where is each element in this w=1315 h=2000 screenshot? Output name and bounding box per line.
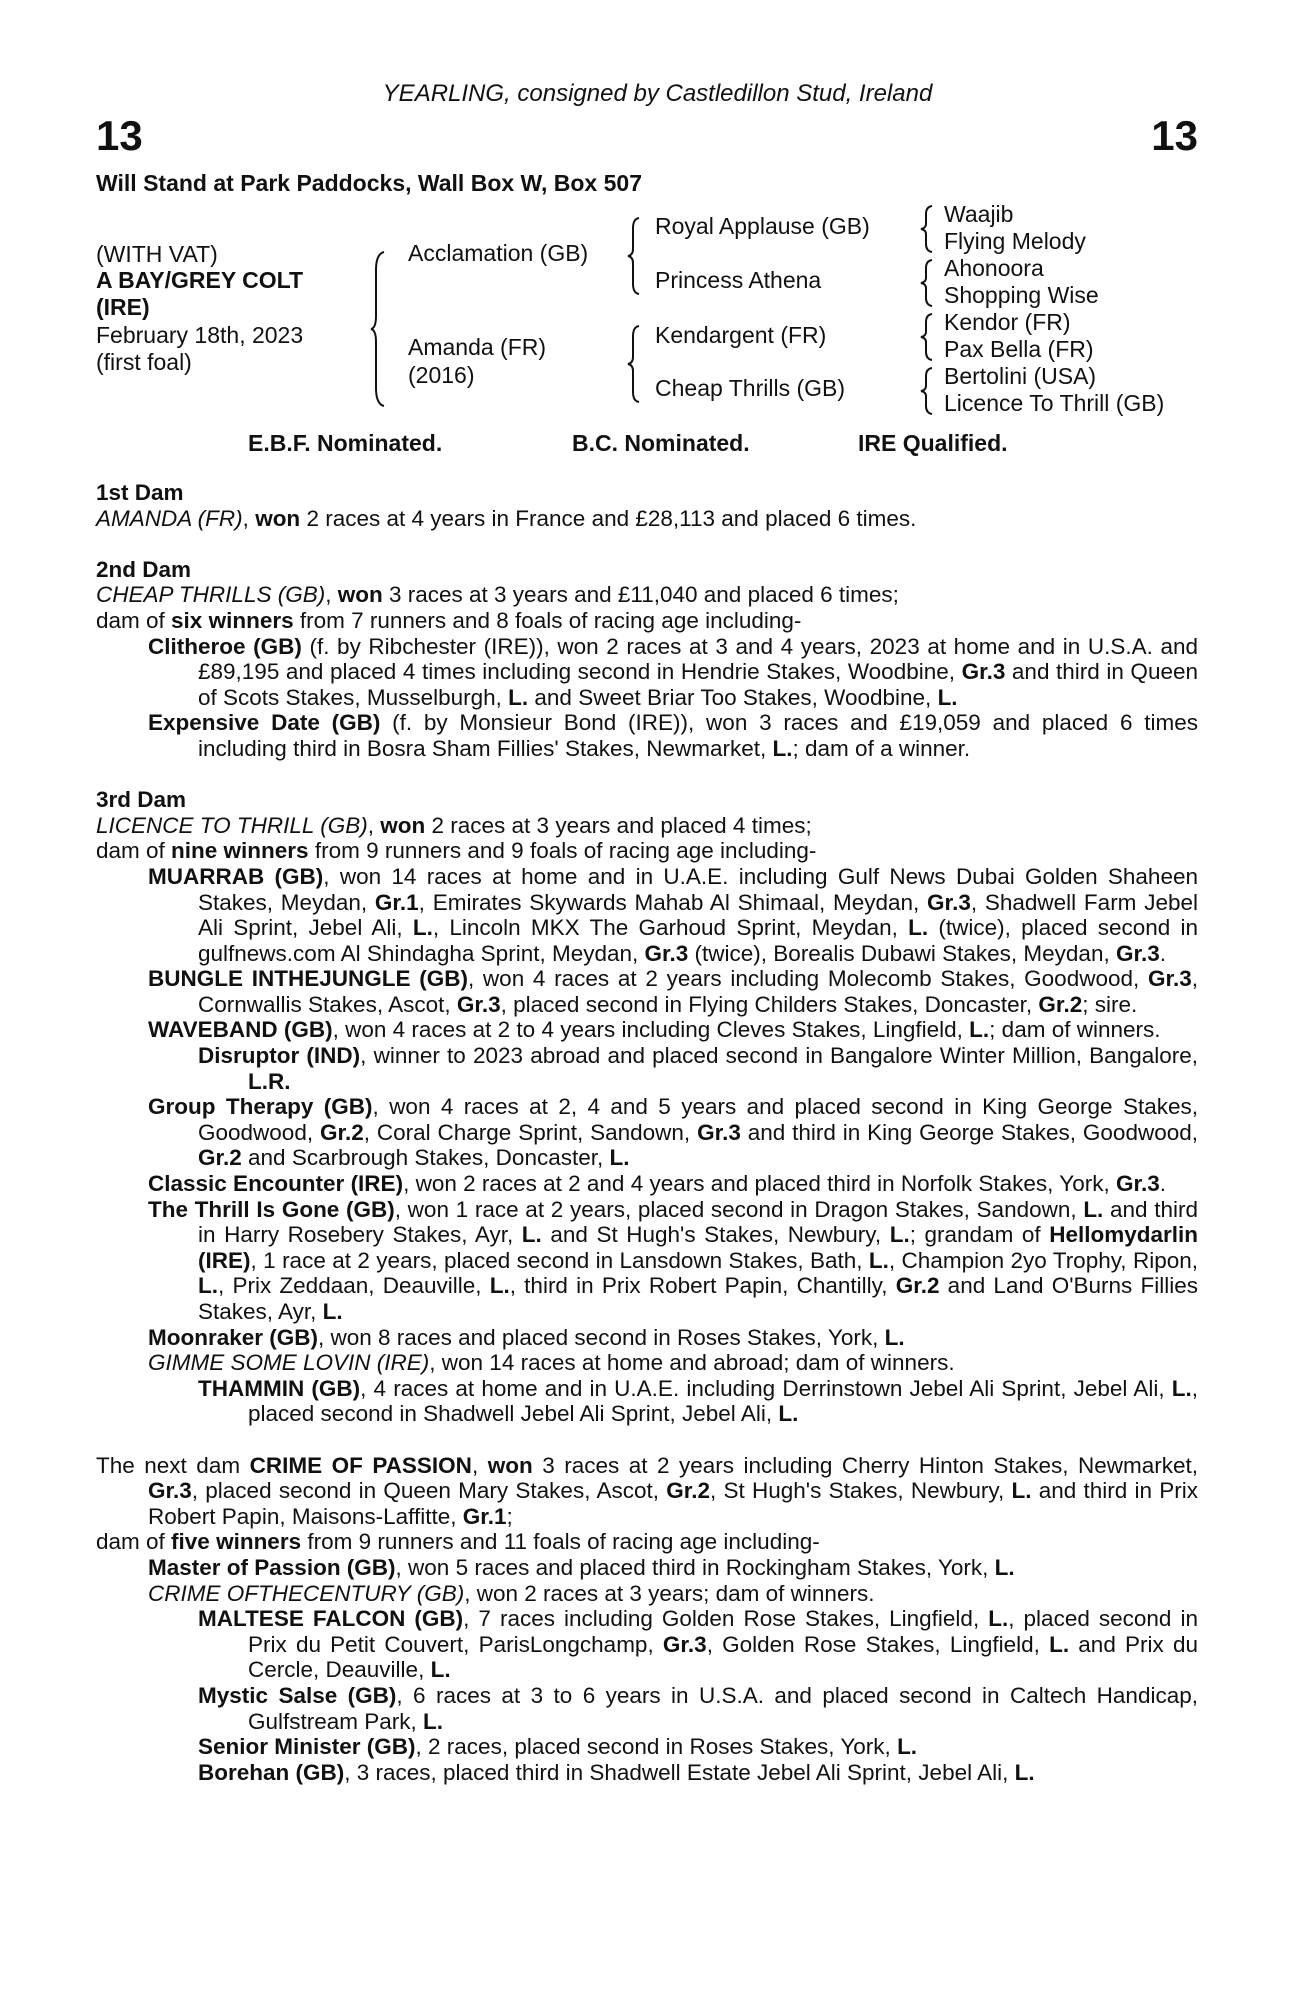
- text: from 9 runners and 9 foals of racing age including-: [308, 838, 817, 864]
- text: ;: [506, 1503, 513, 1529]
- section-heading: 3rd Dam: [96, 787, 187, 813]
- bold-text: L.: [322, 1299, 343, 1324]
- text: dam of: [96, 607, 172, 633]
- text: dam of: [96, 1529, 172, 1555]
- text: 3 races at 2 years including Cherry Hinton Stakes, Newmarket,: [532, 1452, 1198, 1478]
- text: , placed second in Queen Mary Stakes, Ascot,: [191, 1478, 667, 1504]
- text: , Golden Rose Stakes, Lingfield,: [706, 1631, 1050, 1657]
- bold-text: L.: [988, 1606, 1009, 1632]
- bold-text: L.: [1011, 1478, 1032, 1504]
- bold-text: Gr.3: [961, 659, 1006, 685]
- produce-entry: [96, 1325, 1198, 1351]
- text: dam of: [96, 838, 172, 864]
- italic-text: AMANDA (FR): [96, 505, 243, 531]
- bold-text: Gr.1: [462, 1503, 507, 1529]
- bold-text: CRIME OF PASSION: [249, 1452, 472, 1478]
- bold-text: Master of Passion (GB): [148, 1554, 396, 1580]
- bold-text: L.: [609, 1145, 630, 1171]
- bold-text: Expensive Date (GB): [148, 710, 381, 736]
- dam-summary-line: [96, 506, 1198, 532]
- bold-text: L.: [412, 915, 433, 941]
- text: (f. by Monsieur Bond (IRE)), won 3 races and £19,059 and placed 6 times including third in Bosra Sham Fillies' Stakes, Newmarket,: [198, 710, 1198, 761]
- bold-text: won: [487, 1452, 533, 1478]
- bold-text: Clitheroe (GB): [148, 633, 302, 659]
- text: , 3 races, placed third in Shadwell Estate Jebel Ali Sprint, Jebel Ali,: [344, 1759, 1015, 1785]
- text: , won 4 races at 2 years including Molecomb Stakes, Goodwood,: [467, 966, 1148, 992]
- bold-text: won: [380, 812, 426, 838]
- text: , won 5 races and placed third in Rockingham Stakes, York,: [395, 1554, 995, 1580]
- great-grandparent: Kendor (FR): [944, 309, 1071, 335]
- text: , third in Prix Robert Papin, Chantilly,: [509, 1273, 896, 1299]
- sire: Acclamation (GB): [408, 240, 589, 266]
- text: and third in Harry Rosebery Stakes, Ayr,: [198, 1196, 1198, 1248]
- text: and third in Prix Robert Papin, Maisons-Laffitte,: [148, 1478, 1198, 1529]
- text: , won 8 races and placed second in Roses Stakes, York,: [318, 1324, 885, 1350]
- bold-text: L.: [508, 684, 529, 710]
- text: and third in King George Stakes, Goodwood,: [740, 1119, 1198, 1145]
- bold-text: six winners: [171, 607, 294, 633]
- produce-entry: [96, 1683, 1198, 1734]
- text: , Champion 2yo Trophy, Ripon,: [888, 1247, 1198, 1273]
- nomination-bc: B.C. Nominated.: [572, 430, 750, 456]
- bold-text: L.: [937, 684, 958, 710]
- bold-text: L.: [1083, 1196, 1104, 1222]
- produce-entry: [96, 1555, 1198, 1581]
- bold-text: Gr.2: [198, 1145, 242, 1171]
- section-heading: 1st Dam: [96, 480, 184, 505]
- bold-text: WAVEBAND (GB): [148, 1017, 333, 1043]
- dam-summary-line: [96, 1529, 1198, 1555]
- great-grandparent: Licence To Thrill (GB): [944, 390, 1165, 416]
- text: and Land O'Burns Fillies Stakes, Ayr,: [198, 1273, 1198, 1324]
- text: , Emirates Skywards Mahab Al Shimaal, Meydan,: [418, 889, 928, 915]
- produce-entry: [96, 1197, 1198, 1325]
- bold-text: L.: [1014, 1759, 1035, 1785]
- text: , won 14 races at home and in U.A.E. including Gulf News Dubai Golden Shaheen Stakes, Meydan,: [198, 863, 1198, 915]
- bold-text: nine winners: [171, 838, 309, 864]
- produce-entry: [96, 1376, 1198, 1427]
- horse-country: (IRE): [96, 294, 150, 320]
- text: 2 races at 3 years and placed 4 times;: [425, 812, 812, 838]
- great-grandparent: Waajib: [944, 201, 1014, 227]
- bold-text: L.: [969, 1017, 990, 1043]
- brace-icon: [370, 250, 386, 408]
- produce-entry: [96, 1094, 1198, 1171]
- text: , placed second in Shadwell Jebel Ali Sprint, Jebel Ali,: [248, 1375, 1199, 1427]
- text: , Cornwallis Stakes, Ascot,: [198, 966, 1199, 1017]
- text: and St Hugh's Stakes, Newbury,: [541, 1222, 890, 1248]
- produce-entry: [96, 1171, 1198, 1197]
- text: 2 races at 4 years in France and £28,113 and placed 6 times.: [300, 505, 917, 531]
- text: , 4 races at home and in U.A.E. including Derrinstown Jebel Ali Sprint, Jebel Ali,: [360, 1375, 1172, 1401]
- dam: Amanda (FR): [408, 334, 547, 360]
- text: ,: [471, 1452, 488, 1478]
- bold-text: L.: [198, 1273, 218, 1299]
- dam-section: [96, 480, 1198, 531]
- horse-description: A BAY/GREY COLT: [96, 267, 304, 293]
- bold-text: Gr.3: [1115, 1171, 1160, 1197]
- bold-text: L.: [521, 1222, 542, 1248]
- produce-entry: [96, 1581, 1198, 1607]
- bold-text: MALTESE FALCON (GB): [198, 1606, 464, 1632]
- text: , won 2 races at 2 and 4 years and placed third in Norfolk Stakes, York,: [403, 1171, 1116, 1197]
- bold-text: won: [255, 505, 301, 531]
- text: , 6 races at 3 to 6 years in U.S.A. and placed second in Caltech Handicap, Gulfstream Park,: [248, 1682, 1198, 1734]
- bold-text: Gr.3: [644, 940, 689, 966]
- qualification-ire: IRE Qualified.: [858, 430, 1008, 456]
- bold-text: L.: [868, 1247, 889, 1273]
- dam-section: [96, 557, 1198, 762]
- text: ,: [367, 812, 381, 838]
- bold-text: Gr.2: [319, 1119, 364, 1145]
- produce-entry: [96, 1760, 1198, 1786]
- bold-text: Gr.2: [895, 1273, 940, 1299]
- dam-summary-line: [96, 838, 1198, 864]
- bold-text: Gr.3: [456, 991, 501, 1017]
- bold-text: won: [337, 582, 383, 608]
- produce-entry: [96, 1734, 1198, 1760]
- brace-icon: [627, 216, 641, 296]
- bold-text: L.: [772, 735, 793, 761]
- text: ,: [242, 505, 256, 531]
- text: ; dam of winners.: [989, 1017, 1161, 1043]
- dam-summary-line: [96, 582, 1198, 608]
- text: ; sire.: [1082, 991, 1138, 1017]
- text: , Prix Zeddaan, Deauville,: [218, 1273, 490, 1299]
- brace-icon: [920, 258, 934, 308]
- bold-text: L.: [994, 1554, 1015, 1580]
- grandparent: Royal Applause (GB): [655, 213, 870, 239]
- text: The next dam: [96, 1452, 250, 1478]
- text: (f. by Ribchester (IRE)), won 2 races at 3 and 4 years, 2023 at home and in U.S.A. and £89,195 and placed 4 times including second in Hendrie Stakes, Woodbine,: [198, 633, 1198, 685]
- bold-text: L.: [1049, 1631, 1070, 1657]
- bold-text: Gr.3: [148, 1478, 192, 1504]
- brace-icon: [920, 366, 934, 416]
- text: , won 4 races at 2 to 4 years including Cleves Stakes, Lingfield,: [332, 1017, 970, 1043]
- dam-section: [96, 1453, 1198, 1786]
- bold-text: L.: [489, 1273, 510, 1299]
- bold-text: Gr.3: [697, 1119, 741, 1145]
- text: , won 2 races at 3 years; dam of winners.: [464, 1580, 875, 1606]
- great-grandparent: Shopping Wise: [944, 282, 1099, 308]
- brace-icon: [627, 324, 641, 404]
- text: (twice), placed second in gulfnews.com Al Shindagha Sprint, Meydan,: [198, 915, 1199, 966]
- bold-text: L.: [889, 1222, 910, 1248]
- bold-text: Classic Encounter (IRE): [148, 1171, 404, 1197]
- text: , placed second in Prix du Petit Couvert, ParisLongchamp,: [248, 1606, 1198, 1657]
- section-heading: 2nd Dam: [96, 556, 192, 582]
- dam-year: (2016): [408, 362, 475, 388]
- italic-text: CRIME OFTHECENTURY (GB): [148, 1580, 465, 1606]
- grandparent: Kendargent (FR): [655, 322, 827, 348]
- text: , Shadwell Farm Jebel Ali Sprint, Jebel Ali,: [198, 889, 1198, 941]
- italic-text: CHEAP THRILLS (GB): [96, 582, 326, 608]
- text: , 1 race at 2 years, placed second in Lansdown Stakes, Bath,: [250, 1247, 869, 1273]
- bold-text: The Thrill Is Gone (GB): [148, 1196, 395, 1222]
- bold-text: L.: [884, 1324, 905, 1350]
- next-dam-paragraph: [96, 1453, 1198, 1530]
- text: 3 races at 3 years and £11,040 and placed 6 times;: [382, 582, 899, 608]
- foal-note: (first foal): [96, 349, 192, 375]
- bold-text: Gr.2: [1038, 991, 1083, 1017]
- great-grandparent: Ahonoora: [944, 255, 1044, 281]
- bold-text: L.: [897, 1734, 918, 1760]
- bold-text: L.: [423, 1708, 444, 1734]
- bold-text: Gr.3: [1147, 966, 1192, 992]
- produce-entry: [96, 1043, 1198, 1094]
- dam-summary-line: [96, 608, 1198, 634]
- text: , 7 races including Golden Rose Stakes, Lingfield,: [463, 1606, 989, 1632]
- text: ,: [325, 582, 338, 608]
- great-grandparent: Flying Melody: [944, 228, 1086, 254]
- text: and Prix du Cercle, Deauville,: [248, 1631, 1198, 1683]
- dam-section: [96, 787, 1198, 1427]
- text: , Coral Charge Sprint, Sandown,: [363, 1119, 698, 1145]
- italic-text: LICENCE TO THRILL (GB): [96, 812, 368, 838]
- text: , won 14 races at home and abroad; dam of winners.: [429, 1350, 955, 1376]
- great-grandparent: Bertolini (USA): [944, 363, 1097, 389]
- text: and Sweet Briar Too Stakes, Woodbine,: [528, 684, 938, 710]
- text: ; dam of a winner.: [792, 735, 971, 761]
- brace-icon: [920, 204, 934, 254]
- bold-text: Mystic Salse (GB): [198, 1682, 397, 1708]
- text: and Scarbrough Stakes, Doncaster,: [241, 1145, 610, 1171]
- produce-entry: [96, 634, 1198, 711]
- stand-location: Will Stand at Park Paddocks, Wall Box W, Box 507: [96, 170, 642, 196]
- great-grandparent: Pax Bella (FR): [944, 336, 1094, 362]
- produce-record: [96, 480, 1198, 1811]
- text: ; grandam of: [909, 1222, 1050, 1248]
- text: , won 1 race at 2 years, placed second in Dragon Stakes, Sandown,: [394, 1196, 1084, 1222]
- produce-entry: [96, 710, 1198, 761]
- lot-number-right: 13: [1151, 112, 1198, 159]
- produce-entry: [96, 1350, 1198, 1376]
- text: , Lincoln MKX The Garhoud Sprint, Meydan,: [432, 915, 909, 941]
- bold-text: Gr.3: [662, 1631, 707, 1657]
- text: , placed second in Flying Childers Stakes, Doncaster,: [500, 991, 1039, 1017]
- nomination-ebf: E.B.F. Nominated.: [248, 430, 443, 456]
- dam-summary-line: [96, 813, 1198, 839]
- bold-text: Gr.1: [374, 889, 419, 915]
- bold-text: Disruptor (IND): [198, 1043, 361, 1069]
- text: from 9 runners and 11 foals of racing age including-: [301, 1529, 820, 1555]
- text: from 7 runners and 8 foals of racing age including-: [293, 607, 802, 633]
- bold-text: L.: [430, 1657, 451, 1683]
- bold-text: L.: [1171, 1375, 1192, 1401]
- bold-text: Moonraker (GB): [148, 1324, 319, 1350]
- bold-text: L.R.: [248, 1068, 291, 1094]
- italic-text: GIMME SOME LOVIN (IRE): [148, 1350, 430, 1376]
- text: , won 4 races at 2, 4 and 5 years and placed second in King George Stakes, Goodwood,: [198, 1094, 1198, 1145]
- text: , St Hugh's Stakes, Newbury,: [710, 1478, 1012, 1504]
- text: (twice), Borealis Dubawi Stakes, Meydan,: [688, 940, 1116, 966]
- grandparent: Princess Athena: [655, 267, 822, 293]
- bold-text: Gr.2: [666, 1478, 710, 1504]
- grandparent: Cheap Thrills (GB): [655, 375, 846, 401]
- bold-text: Hellomydarlin (IRE): [198, 1222, 1199, 1273]
- bold-text: Group Therapy (GB): [148, 1094, 373, 1120]
- text: , 2 races, placed second in Roses Stakes, York,: [415, 1734, 898, 1760]
- bold-text: THAMMIN (GB): [198, 1375, 361, 1401]
- bold-text: MUARRAB (GB): [148, 863, 324, 889]
- bold-text: Gr.3: [927, 889, 971, 915]
- produce-entry: [96, 966, 1198, 1017]
- bold-text: BUNGLE INTHEJUNGLE (GB): [148, 966, 468, 992]
- text: .: [1159, 940, 1167, 966]
- produce-entry: [96, 864, 1198, 966]
- text: .: [1159, 1171, 1167, 1197]
- produce-entry: [96, 1606, 1198, 1683]
- lot-number-left: 13: [96, 112, 143, 159]
- produce-entry: [96, 1017, 1198, 1043]
- foaling-date: February 18th, 2023: [96, 322, 304, 348]
- text: and third in Queen of Scots Stakes, Musselburgh,: [198, 659, 1198, 710]
- bold-text: Gr.3: [1115, 940, 1160, 966]
- brace-icon: [920, 312, 934, 362]
- consignor-line: YEARLING, consigned by Castledillon Stud, Ireland: [382, 80, 933, 107]
- bold-text: five winners: [171, 1529, 302, 1555]
- bold-text: L.: [908, 915, 929, 941]
- text: , winner to 2023 abroad and placed second in Bangalore Winter Million, Bangalore,: [360, 1043, 1198, 1069]
- bold-text: Borehan (GB): [198, 1759, 345, 1785]
- bold-text: Senior Minister (GB): [198, 1734, 416, 1760]
- bold-text: L.: [778, 1401, 799, 1427]
- vat-note: (WITH VAT): [96, 241, 218, 267]
